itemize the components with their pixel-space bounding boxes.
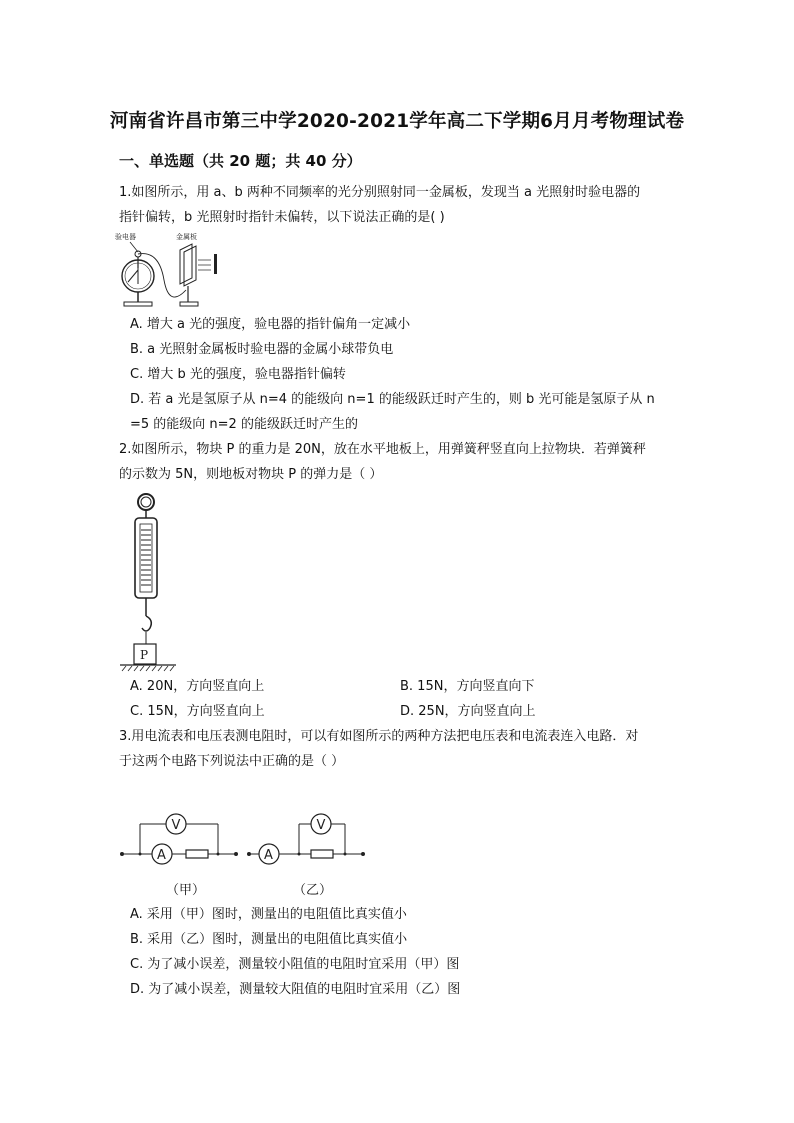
- q3-jia-ammeter-label: A: [157, 848, 166, 863]
- q1-stem-line2: 指针偏转，b 光照射时指针未偏转，以下说法正确的是( ): [119, 210, 445, 225]
- section-heading: 一、单选题（共 20 题；共 40 分）: [119, 152, 362, 170]
- q1-option-d-line1[interactable]: D. 若 a 光是氢原子从 n=4 的能级向 n=1 的能级跃迁时产生的，则 b 光可能是氢原子从 n: [130, 392, 655, 407]
- q3-yi-voltmeter-label: V: [316, 818, 326, 833]
- q2-spring-scale-figure: [112, 490, 182, 674]
- q3-stem-line2: 于这两个电路下列说法中正确的是（ ）: [119, 754, 345, 769]
- q1-option-d-line2: =5 的能级向 n=2 的能级跃迁时产生的: [130, 417, 358, 432]
- q1-electroscope-figure: [114, 230, 224, 310]
- q3-option-a[interactable]: A. 采用（甲）图时，测量出的电阻值比真实值小: [130, 907, 407, 922]
- q1-fig-label-electroscope: 验电器: [115, 233, 136, 241]
- q3-circuit-jia: [118, 810, 243, 870]
- q1-option-a[interactable]: A. 增大 a 光的强度，验电器的指针偏角一定减小: [130, 317, 411, 332]
- q1-option-c[interactable]: C. 增大 b 光的强度，验电器指针偏转: [130, 367, 346, 382]
- q3-option-c[interactable]: C. 为了减小误差，测量较小阻值的电阻时宜采用（甲）图: [130, 957, 460, 972]
- q2-stem-line2: 的示数为 5N，则地板对物块 P 的弹力是（ ）: [119, 467, 383, 482]
- q3-jia-voltmeter-label: V: [171, 818, 181, 833]
- q3-option-d[interactable]: D. 为了减小误差，测量较大阻值的电阻时宜采用（乙）图: [130, 982, 461, 997]
- q2-option-b[interactable]: B. 15N，方向竖直向下: [400, 679, 535, 694]
- page-title: 河南省许昌市第三中学2020-2021学年高二下学期6月月考物理试卷: [109, 111, 685, 132]
- q1-stem-line1: 1.如图所示，用 a、b 两种不同频率的光分别照射同一金属板，发现当 a 光照射时验电器的: [119, 185, 641, 200]
- q3-caption-yi: （乙）: [293, 883, 333, 898]
- q3-stem-line1: 3.用电流表和电压表测电阻时，可以有如图所示的两种方法把电压表和电流表连入电路．对: [119, 729, 639, 744]
- q1-option-b[interactable]: B. a 光照射金属板时验电器的金属小球带负电: [130, 342, 394, 357]
- q1-fig-label-plate: 金属板: [176, 233, 197, 241]
- q3-circuit-yi: [245, 810, 370, 870]
- q2-option-a[interactable]: A. 20N，方向竖直向上: [130, 679, 265, 694]
- q3-caption-jia: （甲）: [166, 883, 206, 898]
- q3-option-b[interactable]: B. 采用（乙）图时，测量出的电阻值比真实值小: [130, 932, 408, 947]
- q2-stem-line1: 2.如图所示，物块 P 的重力是 20N，放在水平地板上，用弹簧秤竖直向上拉物块．若弹簧秤: [119, 442, 646, 457]
- q2-block-label: P: [140, 648, 149, 662]
- q2-option-c[interactable]: C. 15N，方向竖直向上: [130, 704, 265, 719]
- q3-yi-ammeter-label: A: [264, 848, 273, 863]
- q2-option-d[interactable]: D. 25N，方向竖直向上: [400, 704, 536, 719]
